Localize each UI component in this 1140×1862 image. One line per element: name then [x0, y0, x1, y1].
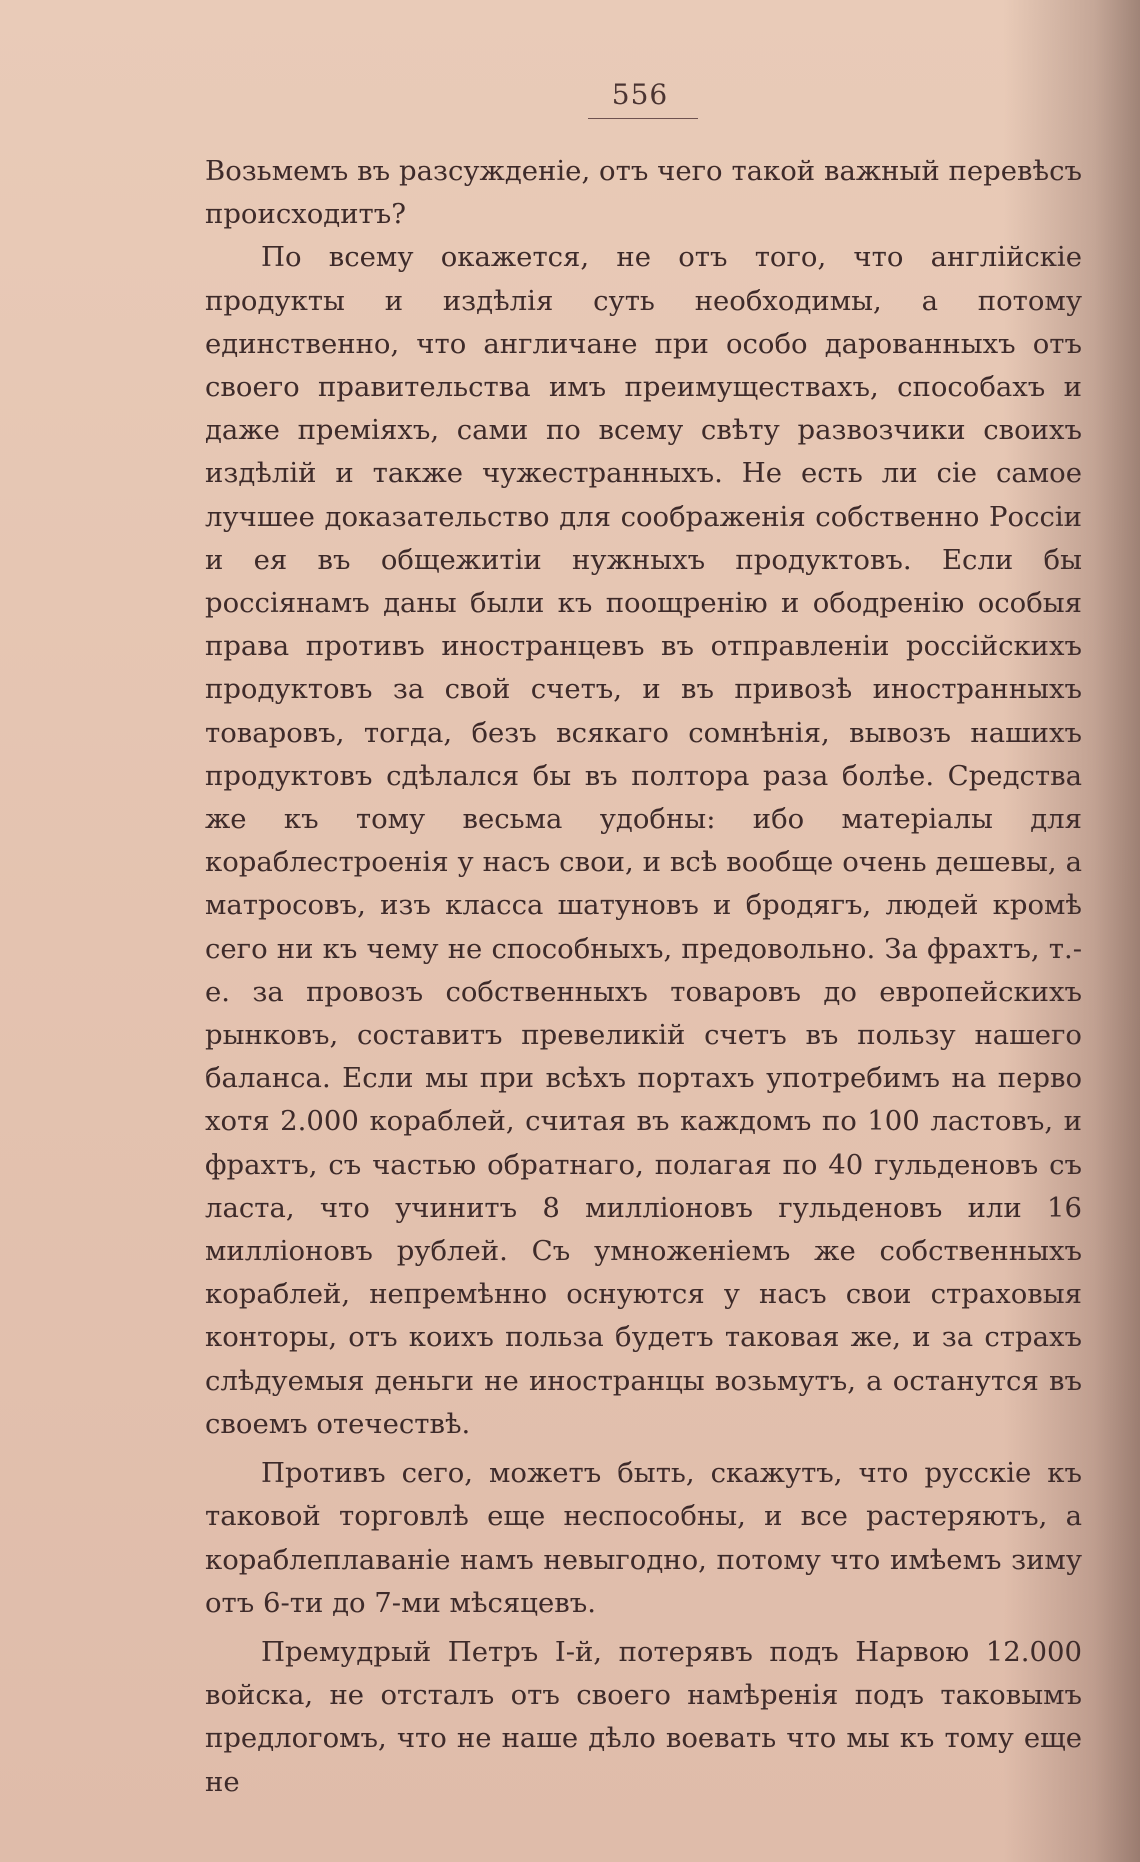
page-number: 556 — [611, 78, 669, 111]
paragraph-1: Возьмемъ въ разсужденіе, отъ чего такой важный перевѣсъ происходитъ? — [205, 155, 1082, 231]
paragraph-3: Противъ сего, можетъ быть, скажутъ, что русскіе къ таковой торговлѣ еще неспособны, и все растеряютъ, а кораблеплаваніе намъ невыгодно, потому что имѣемъ зиму отъ 6-ти до 7-ми мѣсяцевъ. — [205, 1457, 1082, 1619]
body-text — [205, 150, 1082, 1804]
page-number-rule — [588, 118, 698, 119]
paragraph-2: По всему окажется, не отъ того, что англійскіе продукты и издѣлія суть необходимы, а потому единственно, что англичане при особо дарованныхъ отъ своего правительства имъ преимуществахъ, способахъ и даже преміяхъ, сами по всему свѣту развозчики своихъ издѣлій и также чужестранныхъ. Не есть ли сіе самое лучшее доказательство для соображенія собственно Россіи и ея въ общежитіи нужныхъ продуктовъ. Если бы россіянамъ даны были къ поощренію и ободренію особыя права противъ иностранцевъ въ отправленіи россійскихъ продуктовъ за свой счетъ, и въ привозѣ иностранныхъ товаровъ, тогда, безъ всякаго сомнѣнія, вывозъ нашихъ продуктовъ сдѣлался бы въ полтора раза болѣе. Средства же къ тому весьма удобны: ибо матеріалы для кораблестроенія у насъ свои, и всѣ вообще очень дешевы, а матросовъ, изъ класса шатуновъ и бродягъ, людей кромѣ сего ни къ чему не способныхъ, предовольно. За фрахтъ, т.-е. за провозъ собственныхъ товаровъ до европейскихъ рынковъ, составитъ превеликій счетъ въ пользу нашего баланса. Если мы при всѣхъ портахъ употребимъ на перво хотя 2.000 кораблей, считая въ каждомъ по 100 ластовъ, и фрахтъ, съ частью обратнаго, полагая по 40 гульденовъ съ ласта, что учинитъ 8 милліоновъ гульденовъ или 16 милліоновъ рублей. Съ умноженіемъ же собственныхъ кораблей, непремѣнно оснуются у насъ свои страховыя конторы, отъ коихъ польза будетъ таковая же, и за страхъ слѣдуемыя деньги не иностранцы возьмутъ, а останутся въ своемъ отечествѣ. — [205, 241, 1082, 1440]
paragraph-4: Премудрый Петръ I-й, потерявъ подъ Нарвою 12.000 войска, не отсталъ отъ своего намѣренія подъ таковымъ предлогомъ, что не наше дѣло воевать что мы къ тому еще не — [205, 1635, 1082, 1798]
